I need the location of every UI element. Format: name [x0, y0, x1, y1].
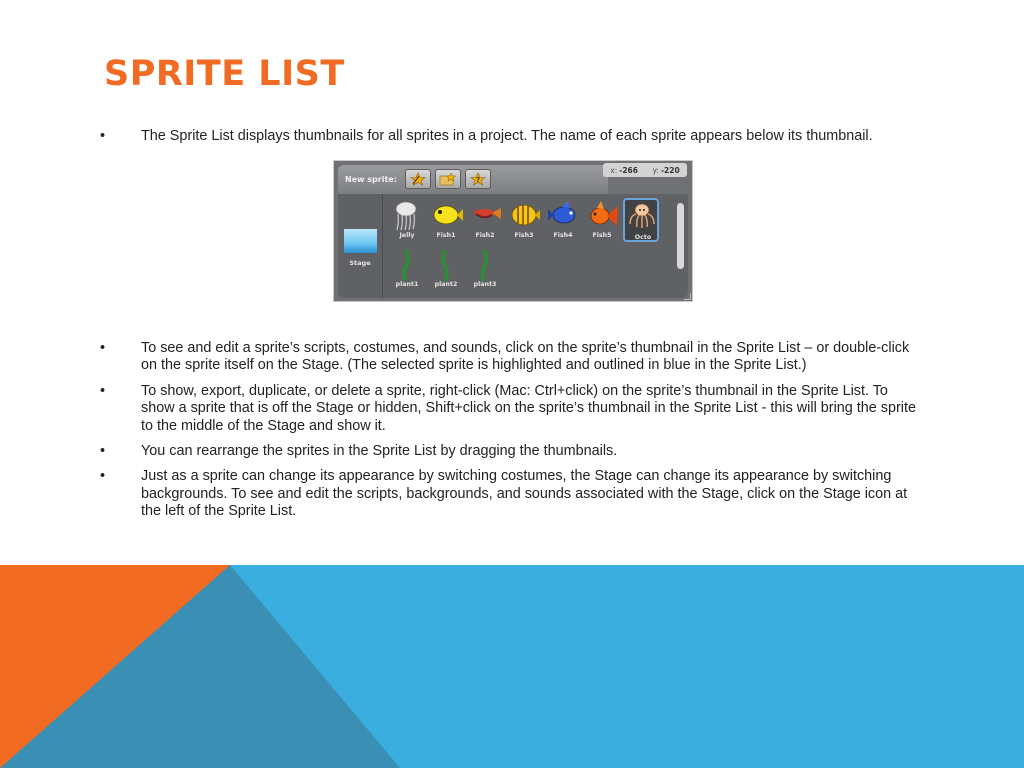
- sprite-label: Octo: [634, 234, 652, 241]
- seaweed-icon: [431, 249, 459, 281]
- surprise-sprite-button[interactable]: [465, 169, 491, 189]
- sprite-thumbnail-fish4[interactable]: [545, 198, 581, 242]
- paint-new-sprite-button[interactable]: [405, 169, 431, 189]
- sprite-thumbnail-fish3[interactable]: [506, 198, 542, 242]
- seaweed-icon: [470, 249, 498, 281]
- question-star-icon: [470, 172, 486, 186]
- seaweed-icon: [392, 249, 420, 281]
- sprite-thumbnail-plant2[interactable]: [428, 247, 464, 291]
- jellyfish-icon: [392, 200, 420, 232]
- fish-icon: [548, 200, 580, 230]
- y-coordinate: -220: [660, 165, 680, 175]
- folder-star-icon: [439, 172, 457, 186]
- sprite-thumbnail-plant3[interactable]: [467, 247, 503, 291]
- resize-grip[interactable]: [684, 293, 691, 300]
- sprite-thumbnail-octo[interactable]: [623, 198, 659, 242]
- sprite-label: plant1: [395, 281, 419, 288]
- fish-icon: [587, 200, 619, 230]
- decorative-footer: [0, 565, 1024, 768]
- stage-thumbnail-area[interactable]: [338, 194, 383, 298]
- sprite-label: Fish4: [553, 232, 573, 239]
- sprite-label: Fish5: [592, 232, 612, 239]
- sprite-thumbnail-jelly[interactable]: [389, 198, 425, 242]
- stage-label: Stage: [349, 259, 371, 267]
- sprite-label: plant3: [473, 281, 497, 288]
- fish-icon: [470, 200, 502, 230]
- sprite-thumbnail-plant1[interactable]: [389, 247, 425, 291]
- sprite-label: Fish1: [436, 232, 456, 239]
- sprite-label: Jelly: [399, 232, 415, 239]
- octopus-icon: [628, 202, 656, 232]
- sprite-thumbnail-fish2[interactable]: [467, 198, 503, 242]
- sprite-label: plant2: [434, 281, 458, 288]
- fish-icon: [509, 200, 541, 230]
- x-coordinate: -266: [619, 165, 638, 175]
- choose-sprite-file-button[interactable]: [435, 169, 461, 189]
- sprite-list-panel: [333, 160, 693, 302]
- sprite-list-area: [338, 194, 688, 298]
- sprite-label: Fish2: [475, 232, 495, 239]
- bullet-item: • The Sprite List displays thumbnails for all sprites in a project. The name of each sprite appears below its thumbnail.: [100, 128, 924, 145]
- sprite-thumbnail-fish1[interactable]: [428, 198, 464, 242]
- new-sprite-label: New sprite:: [345, 175, 397, 184]
- bullet-item: • To show, export, duplicate, or delete a sprite, right-click (Mac: Ctrl+click) on the sprite’s thumbnail in the Sprite List. To show a sprite that is off the Stage or hidden, Shift+click on the sprite’s thumbnail in the Sprite List - this will bring the sprite to the middle of the Stage and show it.: [100, 383, 924, 435]
- sprite-list-scrollbar[interactable]: [677, 203, 684, 269]
- mouse-coordinates: x: -266 y: -220: [603, 163, 687, 177]
- bullet-item: • You can rearrange the sprites in the Sprite List by dragging the thumbnails.: [100, 443, 924, 460]
- bullet-list-bottom: [100, 340, 924, 529]
- svg-text:?: ?: [475, 176, 481, 184]
- stage-thumbnail[interactable]: [344, 229, 377, 253]
- fish-icon: [431, 200, 463, 230]
- new-sprite-toolbar: [338, 165, 608, 194]
- bullet-item: • Just as a sprite can change its appearance by switching costumes, the Stage can change its appearance by switching backgrounds. To see and edit the scripts, backgrounds, and sounds associated with the Stage, click on the Stage icon at the left of the Sprite List.: [100, 468, 924, 520]
- sprite-thumbnail-fish5[interactable]: [584, 198, 620, 242]
- paintbrush-star-icon: [410, 172, 426, 186]
- bullet-list-top: [100, 128, 924, 153]
- slide-title: SPRITE LIST: [104, 54, 345, 94]
- sprite-label: Fish3: [514, 232, 534, 239]
- bullet-item: • To see and edit a sprite’s scripts, costumes, and sounds, click on the sprite’s thumbnail in the Sprite List – or double-click on the sprite itself on the Stage. (The selected sprite is highlighted and outlined in blue in the Sprite List.): [100, 340, 924, 375]
